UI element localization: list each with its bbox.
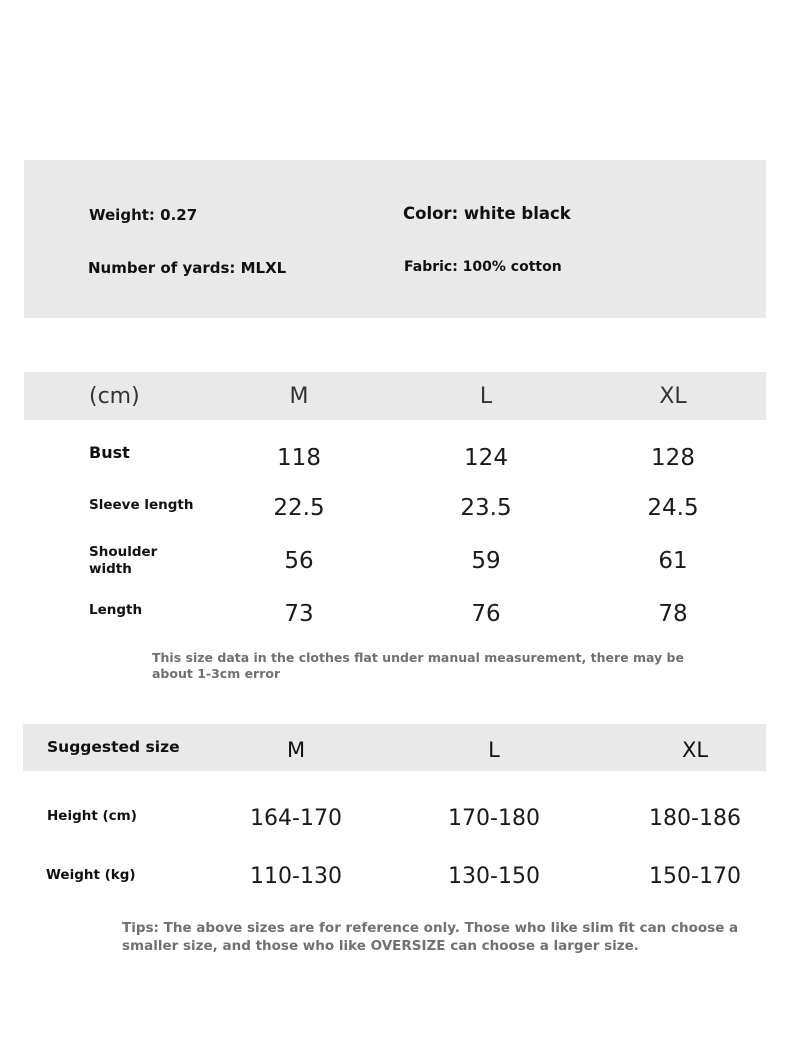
row-label-bust: Bust [89,443,130,462]
bust-xl: 128 [651,445,695,471]
unit-label: (cm) [89,384,140,409]
product-info-panel [24,160,766,318]
row-label-sleeve-length: Sleeve length [89,497,194,513]
suggested-size-title: Suggested size [47,738,180,756]
weight-info: Weight: 0.27 [89,206,198,224]
height-l: 170-180 [448,806,540,831]
size-header-l: L [479,384,493,409]
row-label-shoulder-line1: Shoulder [89,544,158,560]
measurement-note-line1: This size data in the clothes flat under manual measurement, there may be [152,650,684,665]
measurement-note-line2: about 1-3cm error [152,666,281,681]
bust-m: 118 [277,445,321,471]
height-xl: 180-186 [649,806,741,831]
length-l: 76 [471,601,501,627]
sleeve-l: 23.5 [460,495,512,521]
suggested-header-m: M [286,738,306,762]
weight-m: 110-130 [250,864,342,889]
length-xl: 78 [658,601,688,627]
shoulder-m: 56 [284,548,314,574]
tips-line1: Tips: The above sizes are for reference only. Those who like slim fit can choose a [122,920,739,936]
height-m: 164-170 [250,806,342,831]
sleeve-m: 22.5 [273,495,325,521]
suggested-header-xl: XL [681,738,709,762]
weight-l: 130-150 [448,864,540,889]
row-label-weight: Weight (kg) [46,867,136,883]
tips-line2: smaller size, and those who like OVERSIZE can choose a larger size. [122,938,639,954]
yards-info: Number of yards: MLXL [88,259,287,277]
fabric-info: Fabric: 100% cotton [404,259,562,275]
size-header-xl: XL [659,384,687,409]
weight-xl: 150-170 [649,864,741,889]
length-m: 73 [284,601,314,627]
size-header-m: M [289,384,309,409]
row-label-height: Height (cm) [47,808,137,824]
shoulder-l: 59 [471,548,501,574]
suggested-header-l: L [488,738,500,762]
sleeve-xl: 24.5 [647,495,699,521]
row-label-length: Length [89,602,143,618]
color-info: Color: white black [403,204,571,223]
shoulder-xl: 61 [658,548,688,574]
row-label-shoulder-line2: width [89,561,132,577]
bust-l: 124 [464,445,508,471]
